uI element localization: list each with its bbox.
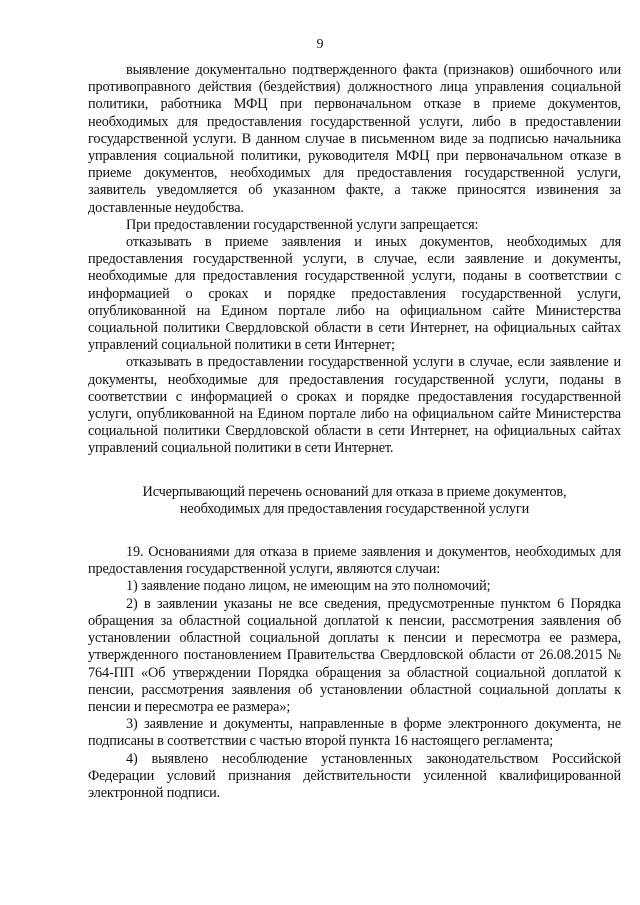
document-body	[88, 62, 621, 802]
paragraph-prohibited-intro: При предоставлении государственной услуги запрещается:	[126, 216, 479, 233]
paragraph-error-detection: выявление документально подтвержденного факта (признаков) ошибочного или противоправного действия (бездействия) должностного лица управления социальной политики, работника МФЦ при первоначальном отказе в приеме документов, необходимых для предоставления государственной услуги, либо в предоставлении государственной услуги. В данном случае в письменном виде за подписью начальника управления социальной политики, руководителя МФЦ при первоначальном отказе в приеме документов, необходимых для предоставления государственной услуги, заявитель уведомляется об указанном факте, а также приносятся извинения за доставленные неудобства.	[88, 62, 621, 216]
section-heading: Исчерпывающий перечень оснований для отказа в приеме документов, необходимых для предоставления государственной услуги	[142, 483, 567, 517]
list-item-4: 4) выявлено несоблюдение установленных законодательством Российской Федерации условий признания действительности усиленной квалифицированной электронной подписи.	[88, 750, 621, 801]
page-number: 9	[316, 37, 324, 52]
paragraph-prohibited-refuse-acceptance: отказывать в приеме заявления и иных документов, необходимых для предоставления государственной услуги, в случае, если заявление и документы, необходимые для предоставления государственной услуги, поданы в соответствии с информацией о сроках и порядке предоставления государственной услуги, опубликованной на Едином портале либо на официальном сайте Министерства социальной политики Свердловской области в сети Интернет, на официальных сайтах управлений социальной политики в сети Интернет;	[88, 234, 621, 354]
list-item-3: 3) заявление и документы, направленные в форме электронного документа, не подписаны в соответствии с частью второй пункта 16 настоящего регламента;	[88, 716, 621, 750]
paragraph-prohibited-refuse-service: отказывать в предоставлении государственной услуги в случае, если заявление и документы, необходимые для предоставления государственной услуги, поданы в соответствии с информацией о сроках и порядке предоставления государственной услуги, опубликованной на Едином портале либо на официальном сайте Министерства социальной политики Свердловской области в сети Интернет, на официальных сайтах управлений социальной политики в сети Интернет.	[88, 354, 621, 457]
list-item-2: 2) в заявлении указаны не все сведения, предусмотренные пунктом 6 Порядка обращения за областной социальной доплатой к пенсии, рассмотрения заявления об установлении областной социальной доплаты к пенсии и пересмотра ее размера, утвержденного постановлением Правительства Свердловской области от 26.08.2015 № 764-ПП «Об утверждении Порядка обращения за областной социальной доплатой к пенсии, рассмотрения заявления об установлении областной социальной доплаты к пенсии и пересмотра ее размера»;	[88, 595, 621, 715]
list-item-1: 1) заявление подано лицом, не имеющим на это полномочий;	[126, 578, 491, 595]
paragraph-19-grounds: 19. Основаниями для отказа в приеме заявления и документов, необходимых для предоставления государственной услуги, являются случаи:	[88, 544, 621, 578]
